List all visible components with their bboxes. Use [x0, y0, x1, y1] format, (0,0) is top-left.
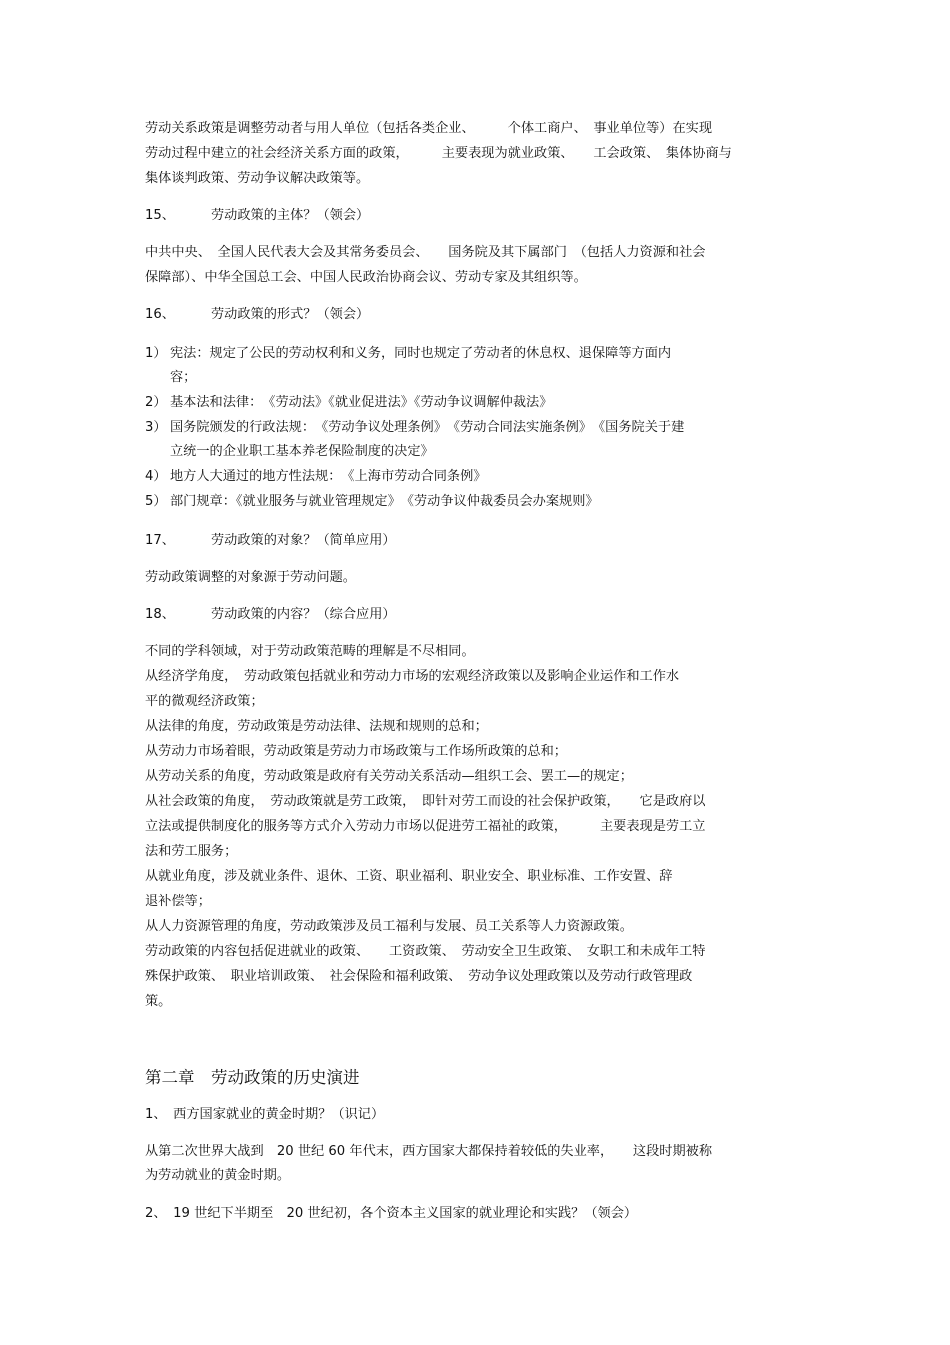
question-c2-2: 2、 19 世纪下半期至 20 世纪初，各个资本主义国家的就业理论和实践？（领会）: [145, 1206, 638, 1221]
answer-line: 为劳动就业的黄金时期。: [145, 1168, 291, 1183]
list-number: 4）: [145, 469, 167, 484]
question-text: 劳动政策的形式？（领会）: [211, 307, 370, 322]
chapter-heading: 第二章 劳动政策的历史演进: [145, 1068, 360, 1087]
answer-line: 劳动政策的内容包括促进就业的政策、 工资政策、 劳动安全卫生政策、 女职工和未成年工特: [145, 944, 706, 959]
list-number: 5）: [145, 494, 167, 509]
answer-line: 从人力资源管理的角度，劳动政策涉及员工福利与发展、员工关系等人力资源政策。: [145, 919, 633, 934]
question-number: 15、: [145, 208, 175, 223]
question-c2-1: 1、 西方国家就业的黄金时期？（识记）: [145, 1107, 385, 1122]
answer-line: 策。: [145, 994, 172, 1009]
answer-line: 从就业角度，涉及就业条件、退休、工资、职业福利、职业安全、职业标准、工作安置、辞: [145, 869, 673, 884]
list-number: 2）: [145, 395, 167, 410]
question-16: [145, 306, 369, 324]
question-18: [145, 606, 396, 624]
list-item-text: 立统一的企业职工基本养老保险制度的决定》: [170, 444, 434, 459]
answer-line: 从劳动关系的角度，劳动政策是政府有关劳动关系活动—组织工会、罢工—的规定；: [145, 769, 633, 784]
question-15: [145, 207, 369, 225]
question-text: 劳动政策的对象？（简单应用）: [211, 533, 396, 548]
answer-line: 退补偿等；: [145, 894, 211, 909]
list-item-text: 宪法：规定了公民的劳动权利和义务，同时也规定了劳动者的休息权、退保障等方面内: [170, 346, 672, 361]
list-number: 3）: [145, 420, 167, 435]
question-text: 劳动政策的内容？（综合应用）: [211, 607, 396, 622]
answer-line: 法和劳工服务；: [145, 844, 238, 859]
answer-line: 殊保护政策、 职业培训政策、 社会保险和福利政策、 劳动争议处理政策以及劳动行政管理政: [145, 969, 693, 984]
paragraph-line: 劳动过程中建立的社会经济关系方面的政策， 主要表现为就业政策、 工会政策、 集体协商与: [145, 146, 732, 161]
answer-line: 不同的学科领域，对于劳动政策范畴的理解是不尽相同。: [145, 644, 475, 659]
question-17: [145, 532, 396, 550]
list-item-text: 国务院颁发的行政法规： 《劳动争议处理条例》 《劳动合同法实施条例》 《国务院关于建: [170, 420, 685, 435]
answer-line: 中共中央、 全国人民代表大会及其常务委员会、 国务院及其下属部门 （包括人力资源和社会: [145, 245, 706, 260]
answer-line: 平的微观经济政策；: [145, 694, 264, 709]
paragraph-line: 劳动关系政策是调整劳动者与用人单位（包括各类企业、 个体工商户、 事业单位等）在实现: [145, 121, 713, 136]
question-number: 17、: [145, 533, 175, 548]
list-item-text: 容；: [170, 370, 197, 385]
list-number: 1）: [145, 346, 167, 361]
answer-line: 从劳动力市场着眼，劳动政策是劳动力市场政策与工作场所政策的总和；: [145, 744, 567, 759]
answer-line: 从社会政策的角度， 劳动政策就是劳工政策， 即针对劳工而设的社会保护政策， 它是政府以: [145, 794, 706, 809]
answer-line: 从经济学角度， 劳动政策包括就业和劳动力市场的宏观经济政策以及影响企业运作和工作水: [145, 669, 680, 684]
answer-line: 从法律的角度，劳动政策是劳动法律、法规和规则的总和；: [145, 719, 488, 734]
question-text: 劳动政策的主体？（领会）: [211, 208, 370, 223]
answer-line: 从第二次世界大战到 20 世纪 60 年代末，西方国家大都保持着较低的失业率， 这段时期被称: [145, 1144, 713, 1159]
answer-line: 保障部）、中华全国总工会、中国人民政治协商会议、劳动专家及其组织等。: [145, 270, 587, 285]
answer-line: 劳动政策调整的对象源于劳动问题。: [145, 570, 356, 585]
question-number: 16、: [145, 307, 175, 322]
list-item-text: 地方人大通过的地方性法规： 《上海市劳动合同条例》: [170, 469, 487, 484]
list-item-text: 部门规章：《就业服务与就业管理规定》 《劳动争议仲裁委员会办案规则》: [170, 494, 599, 509]
paragraph-line: 集体谈判政策、劳动争议解决政策等。: [145, 171, 370, 186]
question-number: 18、: [145, 607, 175, 622]
answer-line: 立法或提供制度化的服务等方式介入劳动力市场以促进劳工福祉的政策， 主要表现是劳工立: [145, 819, 706, 834]
list-item-text: 基本法和法律： 《劳动法》《就业促进法》《劳动争议调解仲裁法》: [170, 395, 553, 410]
